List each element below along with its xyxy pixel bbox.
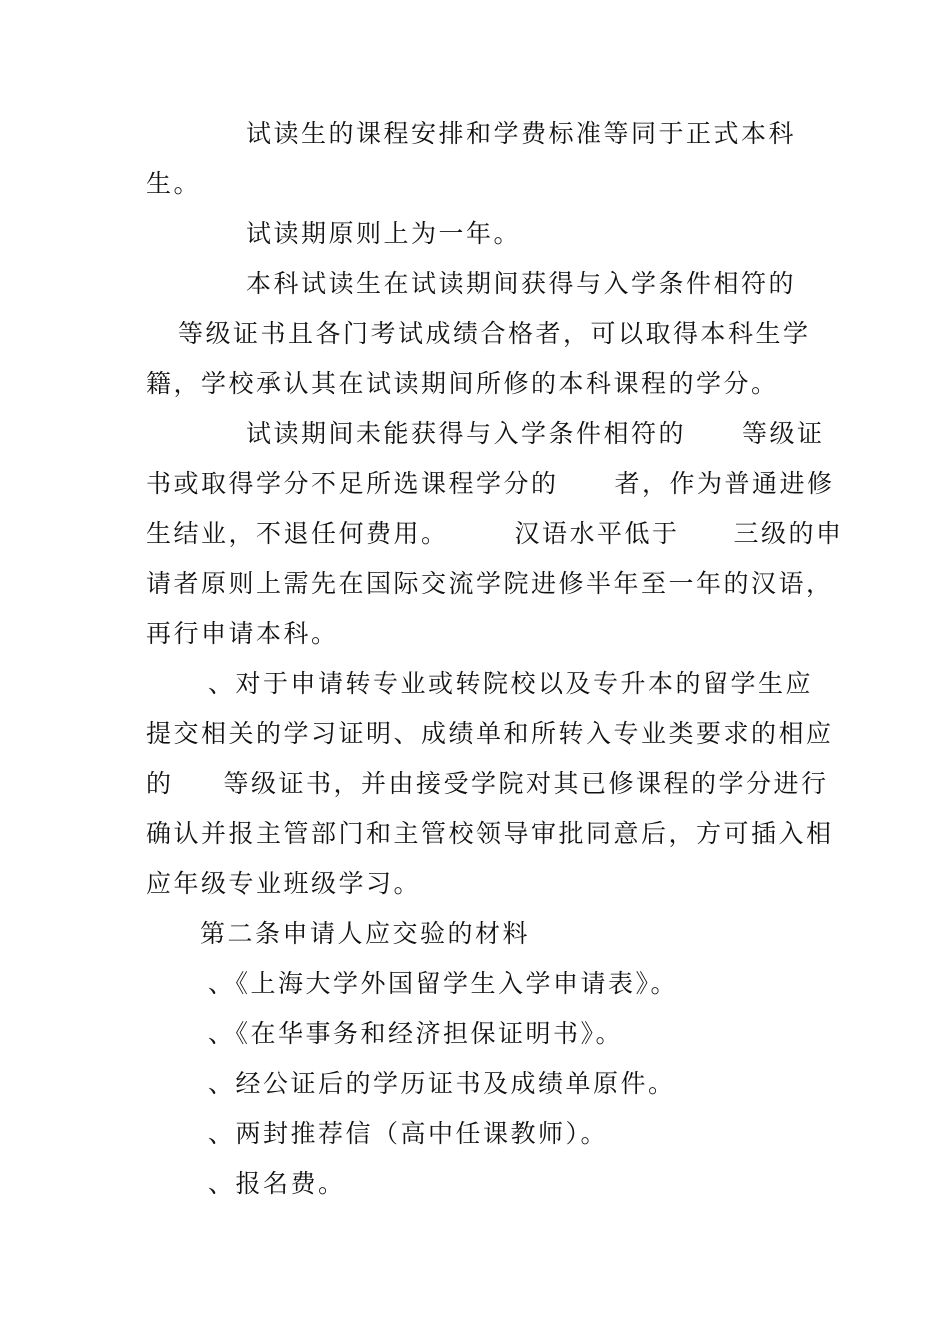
section-heading — [200, 914, 860, 954]
text-line — [146, 364, 806, 404]
text-line — [208, 664, 868, 704]
text-segment: 、两封推荐信（高中任课教师）。 — [208, 1119, 609, 1148]
text-line — [146, 714, 834, 754]
text-segment: 生结业，不退任何费用。 — [146, 519, 449, 548]
text-segment: 请者原则上需先在国际交流学院进修半年至一年的汉语， — [146, 569, 834, 598]
list-item — [208, 1164, 868, 1204]
text-segment: 、《上海大学外国留学生入学申请表》。 — [208, 969, 679, 998]
text-line — [246, 414, 906, 454]
text-segment: 汉语水平低于 — [514, 519, 680, 548]
text-segment: 的 — [146, 769, 174, 798]
text-segment: 等级证书，并由接受学院对其已修课程的学分进行 — [223, 769, 829, 798]
text-segment: 、经公证后的学历证书及成绩单原件。 — [208, 1069, 676, 1098]
text-segment: 试读生的课程安排和学费标准等同于正式本科 — [246, 119, 797, 148]
text-line — [246, 114, 906, 154]
text-line — [146, 864, 806, 904]
text-segment: 试读期原则上为一年。 — [246, 219, 522, 248]
text-segment: 本科试读生在试读期间获得与入学条件相符的 — [246, 269, 797, 298]
text-line — [178, 314, 838, 354]
text-segment: 等级证书且各门考试成绩合格者，可以取得本科生学 — [178, 319, 811, 348]
text-segment: 试读期间未能获得与入学条件相符的 — [246, 419, 687, 448]
list-item — [208, 1064, 868, 1104]
text-segment: 三级的申 — [733, 519, 844, 548]
text-line — [146, 814, 834, 854]
text-segment: 应年级专业班级学习。 — [146, 869, 422, 898]
text-segment: 生。 — [146, 169, 202, 198]
text-line — [146, 164, 806, 204]
text-line — [246, 214, 906, 254]
text-segment: 、报名费。 — [208, 1169, 346, 1198]
text-segment: 书或取得学分不足所选课程学分的 — [146, 469, 559, 498]
text-line — [146, 514, 844, 554]
text-segment: 确认并报主管部门和主管校领导审批同意后，方可插入相 — [146, 819, 834, 848]
text-segment: 籍，学校承认其在试读期间所修的本科课程的学分。 — [146, 369, 779, 398]
text-segment: 再行申请本科。 — [146, 619, 339, 648]
text-segment: 等级证 — [742, 419, 825, 448]
text-line — [146, 464, 835, 504]
list-item — [208, 1114, 868, 1154]
text-line — [246, 264, 906, 304]
text-segment: 者，作为普通进修 — [614, 469, 835, 498]
text-line — [146, 614, 806, 654]
text-segment: 、对于申请转专业或转院校以及专升本的留学生应 — [208, 669, 814, 698]
text-segment: 第二条申请人应交验的材料 — [200, 919, 531, 948]
list-item — [208, 1014, 868, 1054]
text-segment: 、《在华事务和经济担保证明书》。 — [208, 1019, 624, 1048]
text-line — [146, 764, 829, 804]
text-segment: 提交相关的学习证明、成绩单和所转入专业类要求的相应 — [146, 719, 834, 748]
text-line — [146, 564, 834, 604]
list-item — [208, 964, 868, 1004]
